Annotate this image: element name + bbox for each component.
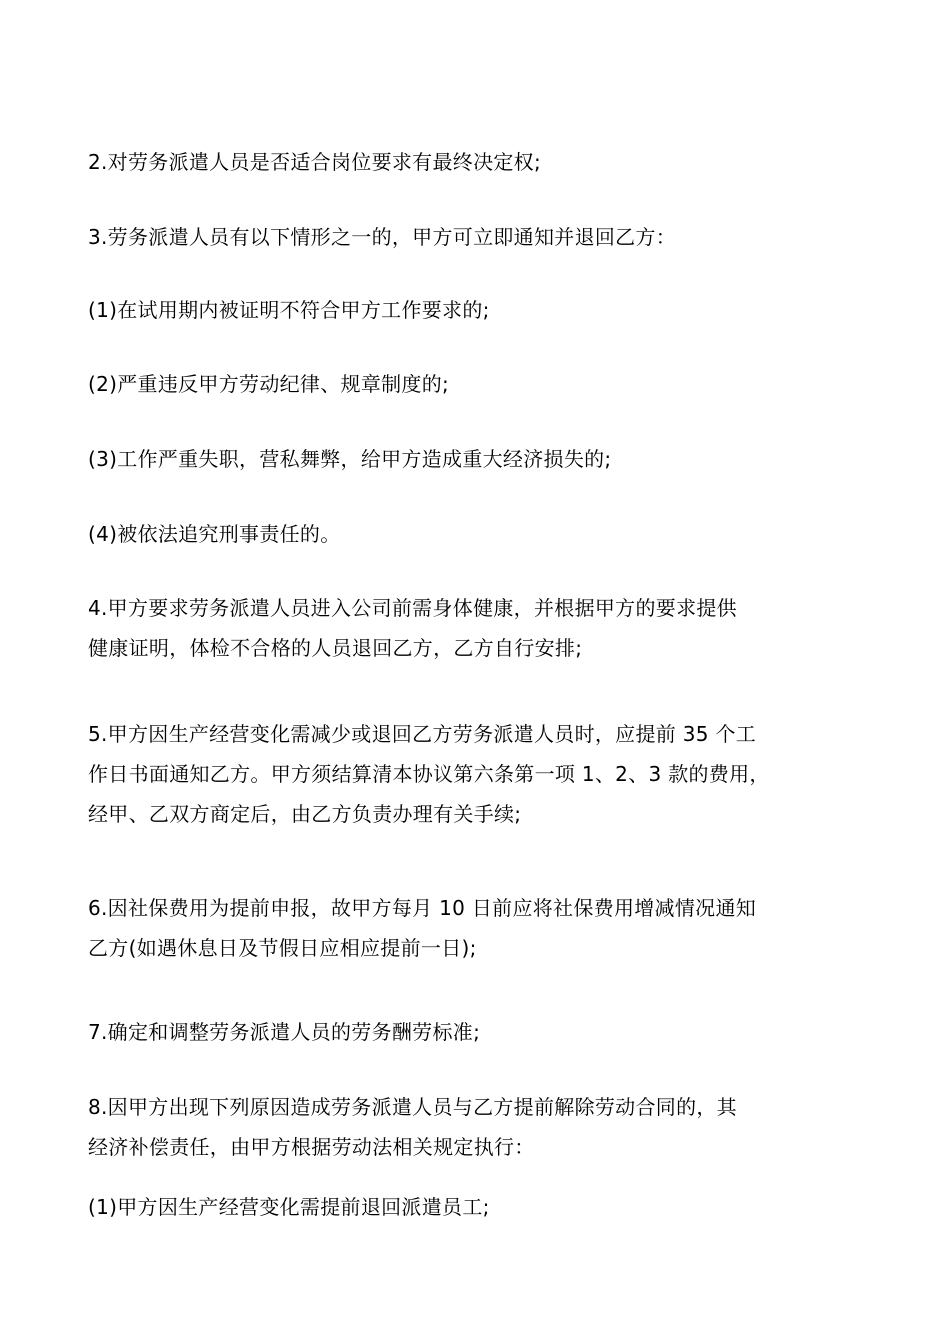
clause-3-item-3 — [88, 439, 880, 479]
clause-6-line-1: 6.因社保费用为提前申报，故甲方每月 10 日前应将社保费用增减情况通知 — [88, 896, 757, 920]
clause-4-line-2: 健康证明，体检不合格的人员退回乙方，乙方自行安排; — [88, 636, 583, 660]
clause-3 — [88, 217, 880, 257]
clause-8 — [88, 1087, 880, 1167]
clause-6-line-2: 乙方(如遇休息日及节假日应相应提前一日); — [88, 936, 477, 960]
clause-8-line-1: 8.因甲方出现下列原因造成劳务派遣人员与乙方提前解除劳动合同的，其 — [88, 1095, 737, 1119]
clause-8-item-1-line-1: (1)甲方因生产经营变化需提前退回派遣员工; — [88, 1195, 490, 1219]
clause-7 — [88, 1012, 880, 1052]
clause-3-item-1 — [88, 290, 880, 330]
clause-3-item-2-line-1: (2)严重违反甲方劳动纪律、规章制度的; — [88, 372, 450, 396]
clause-5 — [88, 714, 880, 834]
clause-3-item-2 — [88, 364, 880, 404]
clause-6 — [88, 888, 880, 968]
clause-5-line-3: 经甲、乙双方商定后，由乙方负责办理有关手续; — [88, 802, 522, 826]
clause-8-item-1 — [88, 1187, 880, 1227]
clause-2 — [88, 142, 880, 182]
clause-3-line-1: 3.劳务派遣人员有以下情形之一的，甲方可立即通知并退回乙方： — [88, 225, 677, 249]
clause-3-item-4 — [88, 514, 880, 554]
clause-3-item-4-line-1: (4)被依法追究刑事责任的。 — [88, 522, 341, 546]
clause-7-line-1: 7.确定和调整劳务派遣人员的劳务酬劳标准; — [88, 1020, 481, 1044]
clause-5-line-1: 5.甲方因生产经营变化需减少或退回乙方劳务派遣人员时，应提前 35 个工 — [88, 722, 757, 746]
clause-8-line-2: 经济补偿责任，由甲方根据劳动法相关规定执行： — [88, 1135, 535, 1159]
clause-3-item-1-line-1: (1)在试用期内被证明不符合甲方工作要求的; — [88, 298, 490, 322]
clause-5-line-2: 作日书面通知乙方。甲方须结算清本协议第六条第一项 1、2、3 款的费用， — [88, 762, 770, 786]
clause-4-line-1: 4.甲方要求劳务派遣人员进入公司前需身体健康，并根据甲方的要求提供 — [88, 596, 737, 620]
clause-3-item-3-line-1: (3)工作严重失职，营私舞弊，给甲方造成重大经济损失的; — [88, 447, 612, 471]
clause-2-line-1: 2.对劳务派遣人员是否适合岗位要求有最终决定权; — [88, 150, 542, 174]
clause-4 — [88, 588, 880, 668]
